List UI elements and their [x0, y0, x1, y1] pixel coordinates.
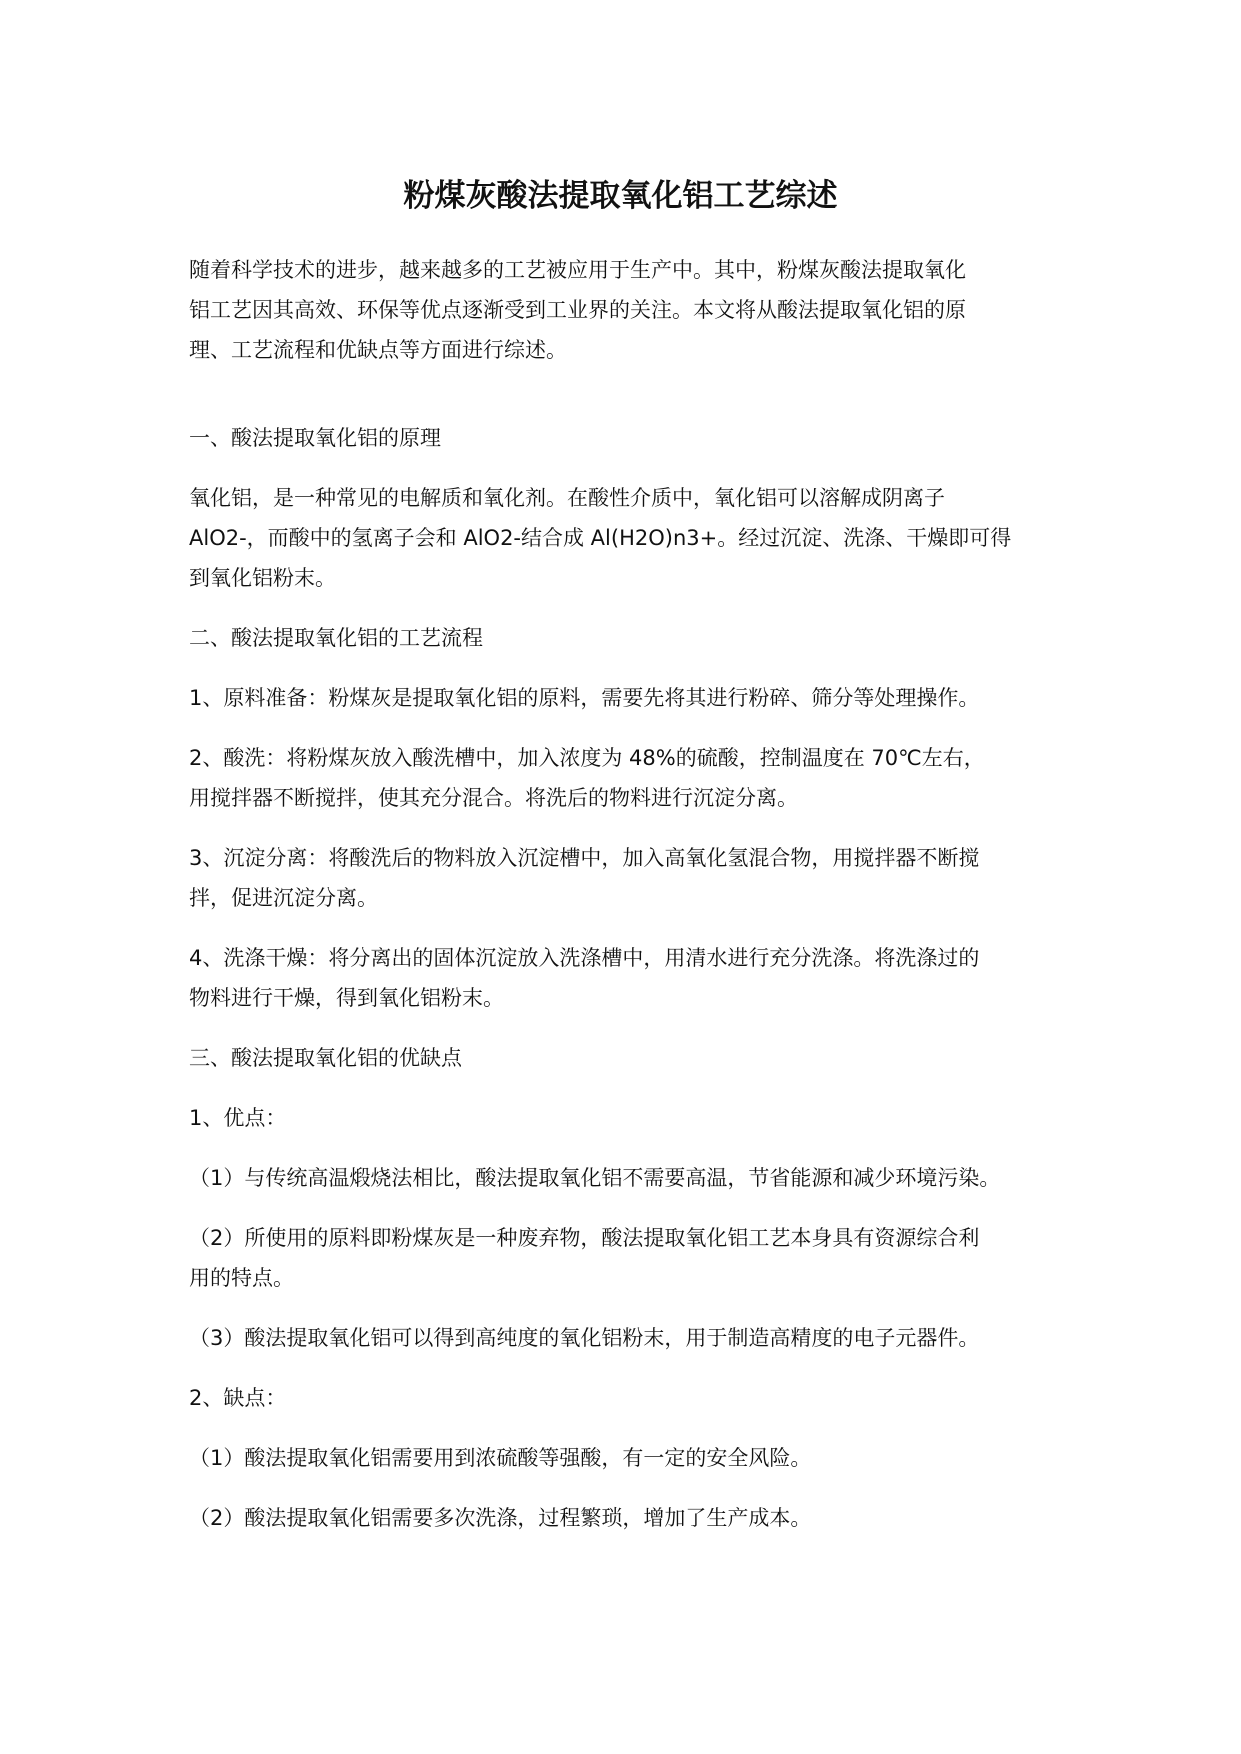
text-line: AlO2-，而酸中的氢离子会和 AlO2-结合成 Al(H2O)n3+。经过沉淀、洗涤、干燥即可得	[189, 526, 1012, 550]
text-line: 一、酸法提取氧化铝的原理	[189, 426, 441, 450]
cons-heading	[189, 1378, 1069, 1418]
text-line: 4、洗涤干燥：将分离出的固体沉淀放入洗涤槽中，用清水进行充分洗涤。将洗涤过的	[189, 946, 980, 970]
text-line: 3、沉淀分离：将酸洗后的物料放入沉淀槽中，加入高氧化氢混合物，用搅拌器不断搅	[189, 846, 980, 870]
text-line: （1）酸法提取氧化铝需要用到浓硫酸等强酸，有一定的安全风险。	[189, 1446, 812, 1470]
text-line: 1、优点：	[189, 1106, 287, 1130]
pros-heading	[189, 1098, 1069, 1138]
pro-item-2	[189, 1218, 1069, 1298]
text-line: 1、原料准备：粉煤灰是提取氧化铝的原料，需要先将其进行粉碎、筛分等处理操作。	[189, 686, 980, 710]
process-step-3	[189, 838, 1069, 918]
intro-paragraph	[189, 250, 1069, 370]
pro-item-3	[189, 1318, 1069, 1358]
text-line: 用搅拌器不断搅拌，使其充分混合。将洗后的物料进行沉淀分离。	[189, 786, 798, 810]
text-line: 随着科学技术的进步，越来越多的工艺被应用于生产中。其中，粉煤灰酸法提取氧化	[189, 258, 966, 282]
con-item-1	[189, 1438, 1069, 1478]
section-heading-pros-cons	[189, 1038, 1069, 1078]
text-line: 铝工艺因其高效、环保等优点逐渐受到工业界的关注。本文将从酸法提取氧化铝的原	[189, 298, 966, 322]
text-line: 物料进行干燥，得到氧化铝粉末。	[189, 986, 504, 1010]
pro-item-1	[189, 1158, 1069, 1198]
section-heading-principle	[189, 418, 1069, 458]
process-step-2	[189, 738, 1069, 818]
text-line: 氧化铝，是一种常见的电解质和氧化剂。在酸性介质中，氧化铝可以溶解成阴离子	[189, 486, 945, 510]
text-line: 二、酸法提取氧化铝的工艺流程	[189, 626, 483, 650]
process-step-4	[189, 938, 1069, 1018]
text-line: 拌，促进沉淀分离。	[189, 886, 378, 910]
text-line: （2）所使用的原料即粉煤灰是一种废弃物，酸法提取氧化铝工艺本身具有资源综合利	[189, 1226, 980, 1250]
text-line: 2、酸洗：将粉煤灰放入酸洗槽中，加入浓度为 48%的硫酸，控制温度在 70℃左右，	[189, 746, 985, 770]
principle-paragraph	[189, 478, 1069, 598]
document-title: 粉煤灰酸法提取氧化铝工艺综述	[403, 178, 838, 214]
process-step-1	[189, 678, 1069, 718]
text-line: （1）与传统高温煅烧法相比，酸法提取氧化铝不需要高温，节省能源和减少环境污染。	[189, 1166, 1001, 1190]
section-heading-process	[189, 618, 1069, 658]
text-line: （2）酸法提取氧化铝需要多次洗涤，过程繁琐，增加了生产成本。	[189, 1506, 812, 1530]
text-line: 理、工艺流程和优缺点等方面进行综述。	[189, 338, 567, 362]
con-item-2	[189, 1498, 1069, 1538]
text-line: 三、酸法提取氧化铝的优缺点	[189, 1046, 462, 1070]
text-line: 2、缺点：	[189, 1386, 287, 1410]
text-line: （3）酸法提取氧化铝可以得到高纯度的氧化铝粉末，用于制造高精度的电子元器件。	[189, 1326, 980, 1350]
text-line: 到氧化铝粉末。	[189, 566, 336, 590]
text-line: 用的特点。	[189, 1266, 294, 1290]
